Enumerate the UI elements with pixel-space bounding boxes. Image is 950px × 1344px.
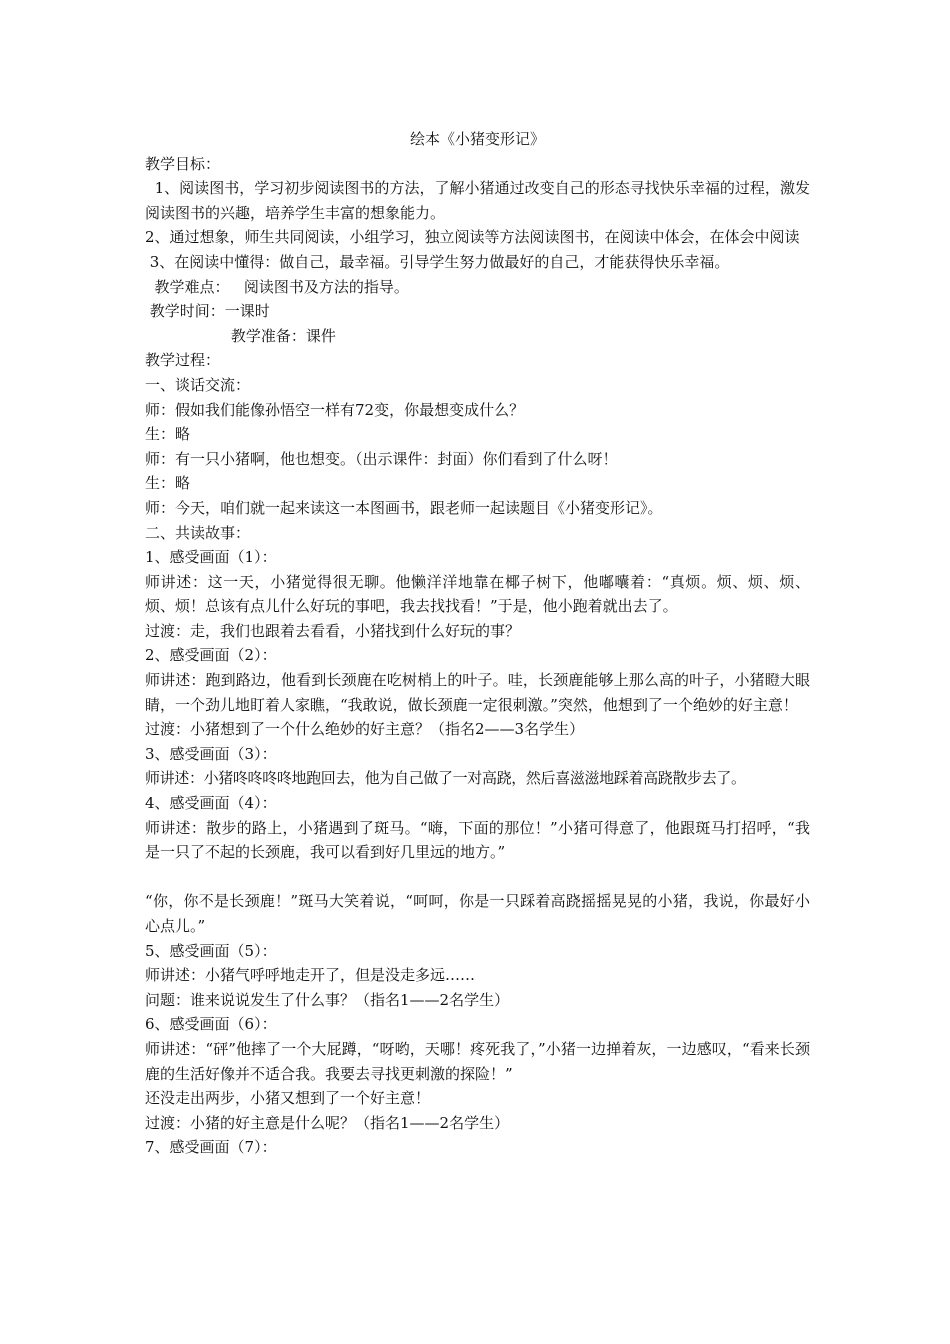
picture-7-heading: 7、感受画面（7）：	[145, 1138, 277, 1157]
picture-4-dialogue: “你，你不是长颈鹿！”斑马大笑着说，“呵呵，你是一只踩着高跷摇摇晃晃的小猪，我说，你最好小心点儿。”	[145, 892, 810, 935]
picture-2-narration: 师讲述：跑到路边，他看到长颈鹿在吃树梢上的叶子。哇，长颈鹿能够上那么高的叶子，小猪瞪大眼睛，一个劲儿地盯着人家瞧，“我敢说，做长颈鹿一定很刺激。”突然，他想到了一个绝妙的好主意！	[145, 671, 810, 714]
dialogue-line: 生：略	[145, 425, 191, 444]
objective-2: 2、通过想象，师生共同阅读，小组学习，独立阅读等方法阅读图书，在阅读中体会，在体会中阅读	[145, 228, 800, 247]
blank-line	[145, 865, 810, 890]
picture-4-narration: 师讲述：散步的路上，小猪遇到了斑马。“嗨，下面的那位！”小猪可得意了，他跟斑马打招呼，“我是一只了不起的长颈鹿，我可以看到好几里远的地方。”	[145, 818, 810, 862]
picture-3-narration: 师讲述：小猪咚咚咚咚地跑回去，他为自己做了一对高跷，然后喜滋滋地踩着高跷散步去了。	[145, 769, 746, 788]
document-title: 绘本《小猪变形记》	[409, 130, 545, 148]
picture-2-heading: 2、感受画面（2）：	[145, 646, 277, 665]
picture-4-heading: 4、感受画面（4）：	[145, 794, 277, 813]
picture-3-heading: 3、感受画面（3）：	[145, 744, 277, 763]
objectives-heading: 教学目标：	[145, 154, 221, 173]
picture-5-question: 问题：谁来说说发生了什么事？（指名1——2名学生）	[145, 990, 510, 1009]
objective-1: 1、阅读图书，学习初步阅读图书的方法，了解小猪通过改变自己的形态寻找快乐幸福的过程，激发阅读图书的兴趣，培养学生丰富的想象能力。	[145, 179, 810, 222]
part-2-heading: 二、共读故事：	[145, 523, 251, 542]
picture-6-narration: 师讲述：“砰”他摔了一个大屁蹲，“呀哟，天哪！疼死我了，”小猪一边掸着灰，一边感叹，“看来长颈鹿的生活好像并不适合我。我要去寻找更刺激的探险！”	[145, 1039, 810, 1083]
dialogue-line: 师：今天，咱们就一起来读这一本图画书，跟老师一起读题目《小猪变形记》。	[145, 498, 663, 517]
picture-1-transition: 过渡：走，我们也跟着去看看，小猪找到什么好玩的事？	[145, 621, 521, 640]
picture-1-narration: 师讲述：这一天，小猪觉得很无聊。他懒洋洋地靠在椰子树下，他嘟囔着：“真烦。烦、烦、烦、烦、烦！总该有点儿什么好玩的事吧，我去找找看！”于是，他小跑着就出去了。	[145, 572, 810, 616]
teaching-difficulty: 教学难点： 阅读图书及方法的指导。	[145, 277, 409, 296]
dialogue-line: 师：有一只小猪啊，他也想变。（出示课件：封面）你们看到了什么呀！	[145, 449, 618, 468]
objective-3: 3、在阅读中懂得：做自己，最幸福。引导学生努力做最好的自己，才能获得快乐幸福。	[145, 252, 730, 271]
picture-5-narration: 师讲述：小猪气呼呼地走开了，但是没走多远……	[145, 966, 476, 985]
picture-5-heading: 5、感受画面（5）：	[145, 941, 277, 960]
picture-6-transition: 过渡：小猪的好主意是什么呢？（指名1——2名学生）	[145, 1113, 510, 1132]
dialogue-line: 师：假如我们能像孙悟空一样有72变，你最想变成什么？	[145, 400, 525, 419]
part-1-heading: 一、谈话交流：	[145, 375, 251, 394]
process-heading: 教学过程：	[145, 351, 221, 370]
teaching-time: 教学时间：一课时	[145, 302, 270, 321]
dialogue-line: 生：略	[145, 474, 191, 493]
document-body	[145, 127, 810, 1160]
picture-1-heading: 1、感受画面（1）：	[145, 548, 277, 567]
picture-2-transition: 过渡：小猪想到了一个什么绝妙的好主意？（指名2——3名学生）	[145, 720, 585, 739]
teaching-preparation: 教学准备：课件	[145, 326, 336, 345]
picture-6-heading: 6、感受画面（6）：	[145, 1015, 277, 1034]
picture-6-continuation: 还没走出两步，小猪又想到了一个好主意！	[145, 1089, 431, 1108]
